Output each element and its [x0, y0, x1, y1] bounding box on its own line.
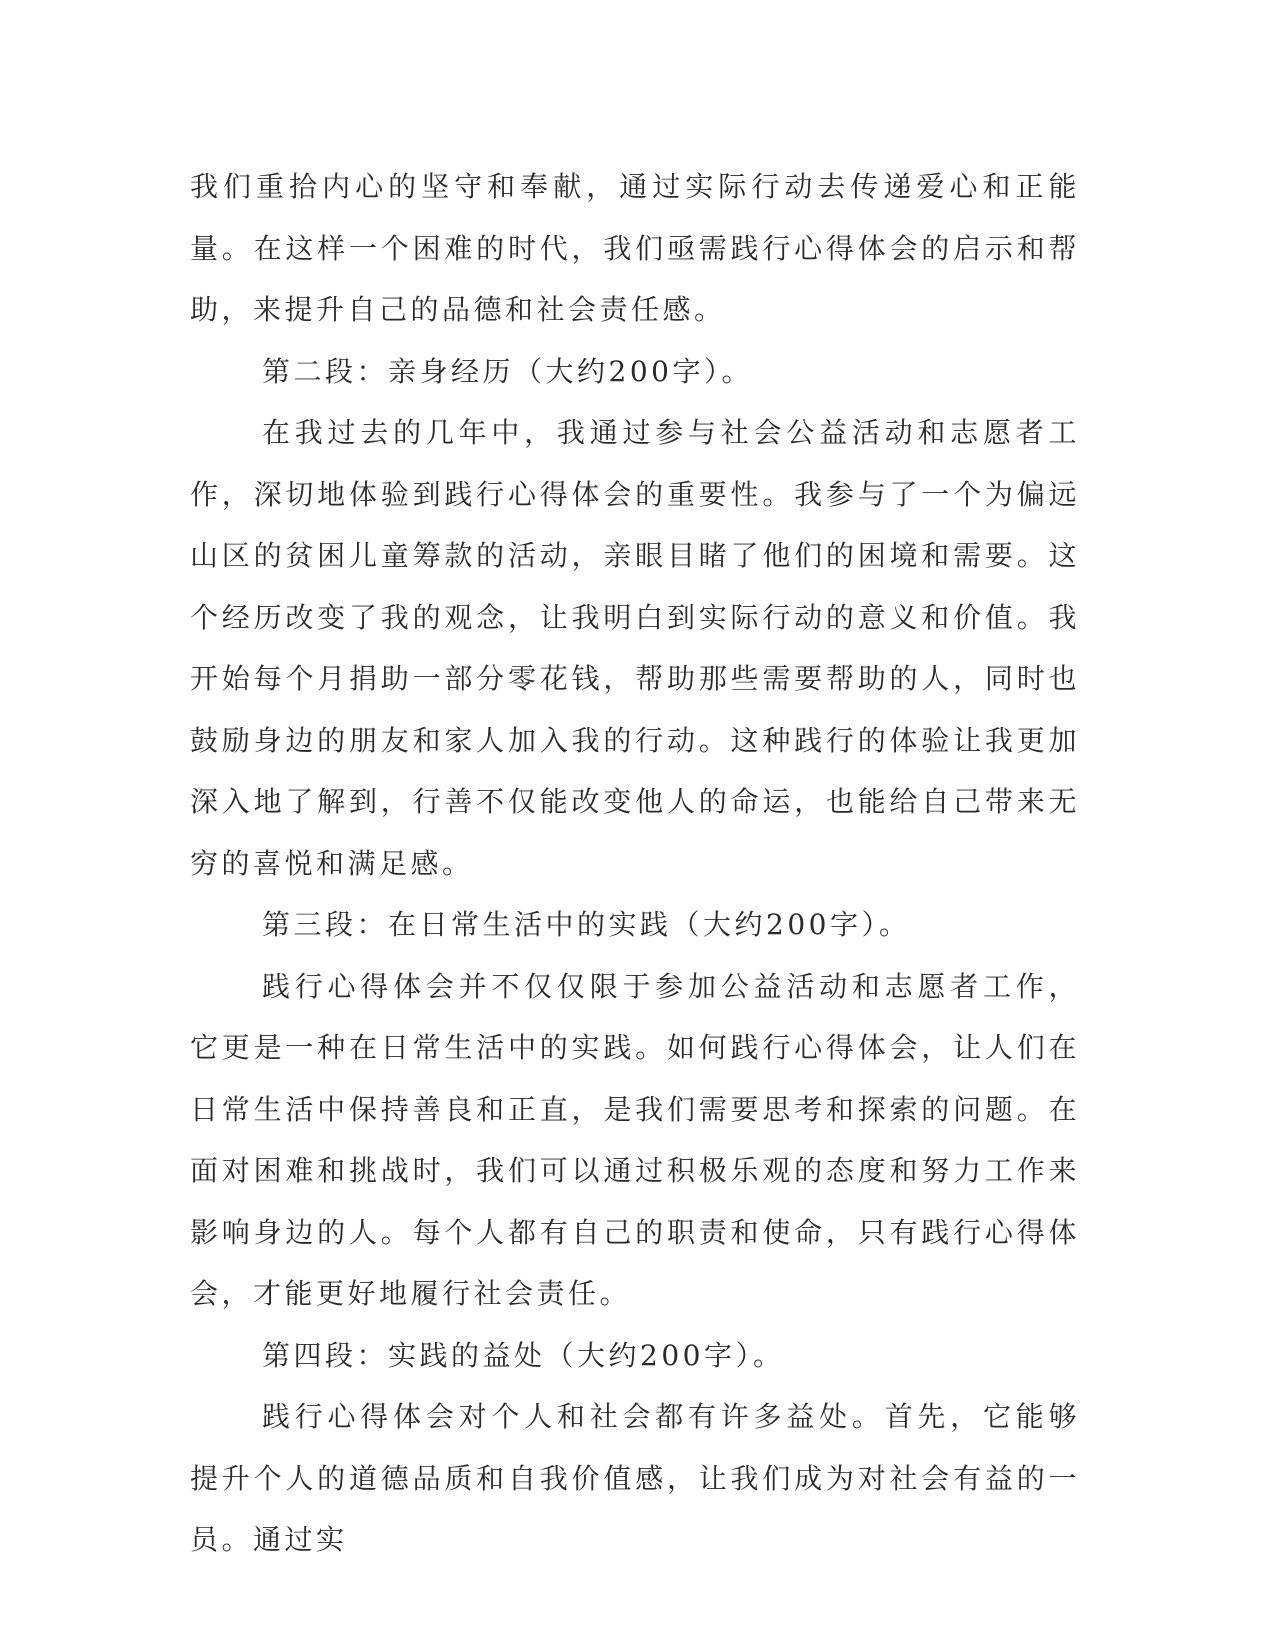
- section-heading-3: 第三段：在日常生活中的实践（大约200字）。: [262, 908, 911, 941]
- paragraph-daily-practice: 践行心得体会并不仅仅限于参加公益活动和志愿者工作，它更是一种在日常生活中的实践。如何践行心得体会，让人们在日常生活中保持善良和正直，是我们需要思考和探索的问题。在面对困难和挑战时，我们可以通过积极乐观的态度和努力工作来影响身边的人。每个人都有自己的职责和使命，只有践行心得体会，才能更好地履行社会责任。: [190, 969, 1080, 1310]
- section-heading-2: 第二段：亲身经历（大约200字）。: [262, 354, 753, 388]
- paragraph-continuation: 我们重拾内心的坚守和奉献，通过实际行动去传递爱心和正能量。在这样一个困难的时代，我们亟需践行心得体会的启示和帮助，来提升自己的品德和社会责任感。: [190, 170, 1080, 326]
- paragraph-personal-experience: 在我过去的几年中，我通过参与社会公益活动和志愿者工作，深切地体验到践行心得体会的重要性。我参与了一个为偏远山区的贫困儿童筹款的活动，亲眼目睹了他们的困境和需要。这个经历改变了我的观念，让我明白到实际行动的意义和价值。我开始每个月捐助一部分零花钱，帮助那些需要帮助的人，同时也鼓励身边的朋友和家人加入我的行动。这种践行的体验让我更加深入地了解到，行善不仅能改变他人的命运，也能给自己带来无穷的喜悦和满足感。: [190, 416, 1080, 880]
- body-text: [190, 156, 1080, 1571]
- paragraph-benefits: 践行心得体会对个人和社会都有许多益处。首先，它能够提升个人的道德品质和自我价值感，让我们成为对社会有益的一员。通过实: [190, 1400, 1080, 1556]
- section-heading-4: 第四段：实践的益处（大约200字）。: [262, 1338, 785, 1372]
